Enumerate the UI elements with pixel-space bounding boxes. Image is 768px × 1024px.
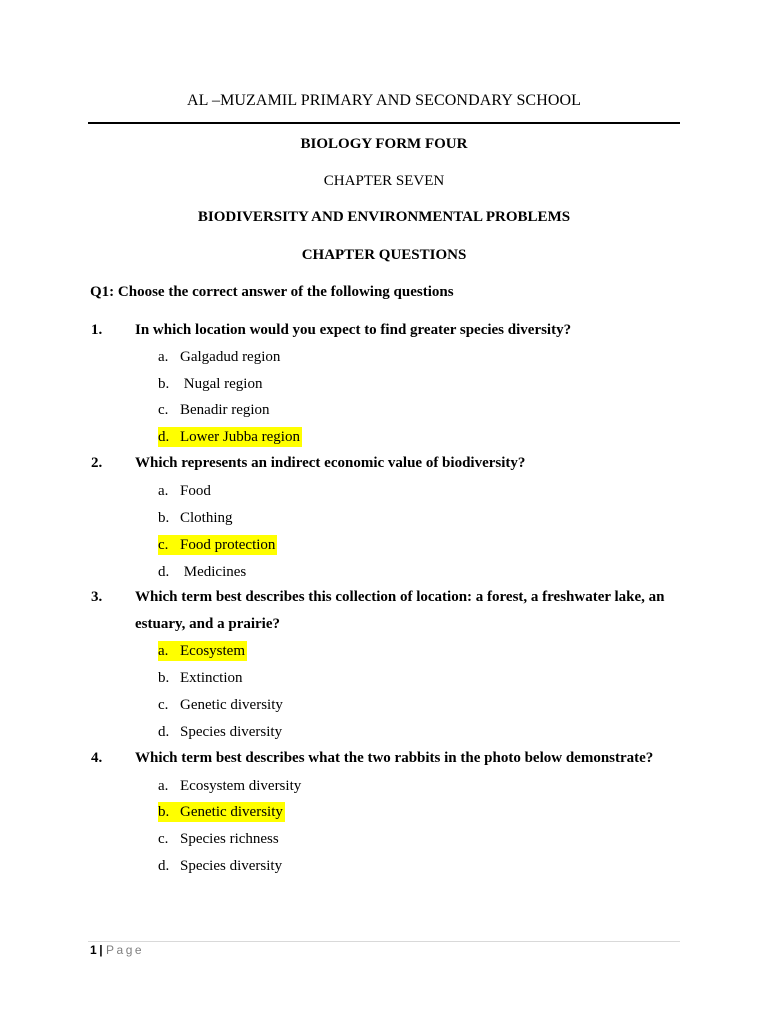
option-2a	[158, 481, 211, 501]
option-1a	[158, 347, 280, 367]
chapter-title: BIODIVERSITY AND ENVIRONMENTAL PROBLEMS	[197, 209, 571, 225]
option-letter: d.	[158, 858, 170, 874]
option-2b	[158, 508, 233, 528]
option-text: Food protection	[180, 537, 276, 553]
option-2c-answer	[158, 535, 277, 555]
option-2d	[158, 562, 246, 582]
footer-separator: |	[99, 943, 104, 957]
option-3c	[158, 695, 283, 715]
option-letter: c.	[158, 831, 169, 847]
option-text: Genetic diversity	[180, 697, 283, 713]
option-text: Species richness	[180, 831, 279, 847]
option-letter: d.	[158, 564, 170, 580]
option-text: Medicines	[180, 564, 247, 580]
question-number: 2.	[91, 455, 103, 471]
option-text: Species diversity	[180, 858, 283, 874]
q1-heading: Q1: Choose the correct answer of the following questions	[90, 284, 454, 300]
option-letter: c.	[158, 697, 169, 713]
section-heading: CHAPTER QUESTIONS	[301, 247, 467, 263]
question-2	[91, 450, 673, 477]
question-text: Which represents an indirect economic value of biodiversity?	[135, 455, 526, 471]
school-title: AL –MUZAMIL PRIMARY AND SECONDARY SCHOOL	[186, 92, 582, 109]
option-4d	[158, 856, 282, 876]
option-letter: a.	[158, 349, 169, 365]
option-4a	[158, 776, 301, 796]
chapter-heading: CHAPTER SEVEN	[323, 173, 445, 189]
subject-heading: BIOLOGY FORM FOUR	[300, 136, 468, 152]
page-number: 1	[90, 943, 98, 957]
option-text: Ecosystem	[180, 643, 245, 659]
option-1c	[158, 400, 270, 420]
option-3b	[158, 668, 243, 688]
option-3a-answer	[158, 641, 247, 661]
option-letter: d.	[158, 724, 170, 740]
option-letter: b.	[158, 670, 170, 686]
question-4	[91, 745, 673, 772]
option-text: Species diversity	[180, 724, 283, 740]
option-letter: a.	[158, 778, 169, 794]
option-text: Nugal region	[180, 376, 263, 392]
option-text: Ecosystem diversity	[180, 778, 302, 794]
option-letter: a.	[158, 643, 169, 659]
page-footer	[90, 943, 144, 957]
option-letter: d.	[158, 429, 170, 445]
option-4b-answer	[158, 802, 285, 822]
option-text: Lower Jubba region	[180, 429, 300, 445]
question-number: 1.	[91, 322, 103, 338]
question-number: 4.	[91, 750, 103, 766]
question-text: Which term best describes what the two rabbits in the photo below demonstrate?	[135, 750, 654, 766]
question-3	[91, 584, 673, 638]
option-1b	[158, 374, 262, 394]
option-4c	[158, 829, 279, 849]
title-divider	[88, 122, 680, 124]
question-text: In which location would you expect to find greater species diversity?	[135, 322, 572, 338]
option-letter: a.	[158, 483, 169, 499]
option-text: Benadir region	[180, 402, 270, 418]
question-1	[91, 317, 673, 344]
question-number: 3.	[91, 589, 103, 605]
question-text: Which term best describes this collection of location: a forest, a freshwater lake, an estuary, and a prairie?	[135, 589, 665, 632]
option-letter: c.	[158, 402, 169, 418]
page-label: Page	[106, 943, 145, 957]
option-letter: b.	[158, 804, 170, 820]
option-text: Food	[180, 483, 211, 499]
option-text: Clothing	[180, 510, 233, 526]
option-3d	[158, 722, 282, 742]
option-text: Genetic diversity	[180, 804, 283, 820]
footer-divider	[88, 941, 680, 942]
option-text: Galgadud region	[180, 349, 281, 365]
option-letter: b.	[158, 376, 170, 392]
option-text: Extinction	[180, 670, 243, 686]
option-1d-answer	[158, 427, 302, 447]
option-letter: c.	[158, 537, 169, 553]
option-letter: b.	[158, 510, 170, 526]
